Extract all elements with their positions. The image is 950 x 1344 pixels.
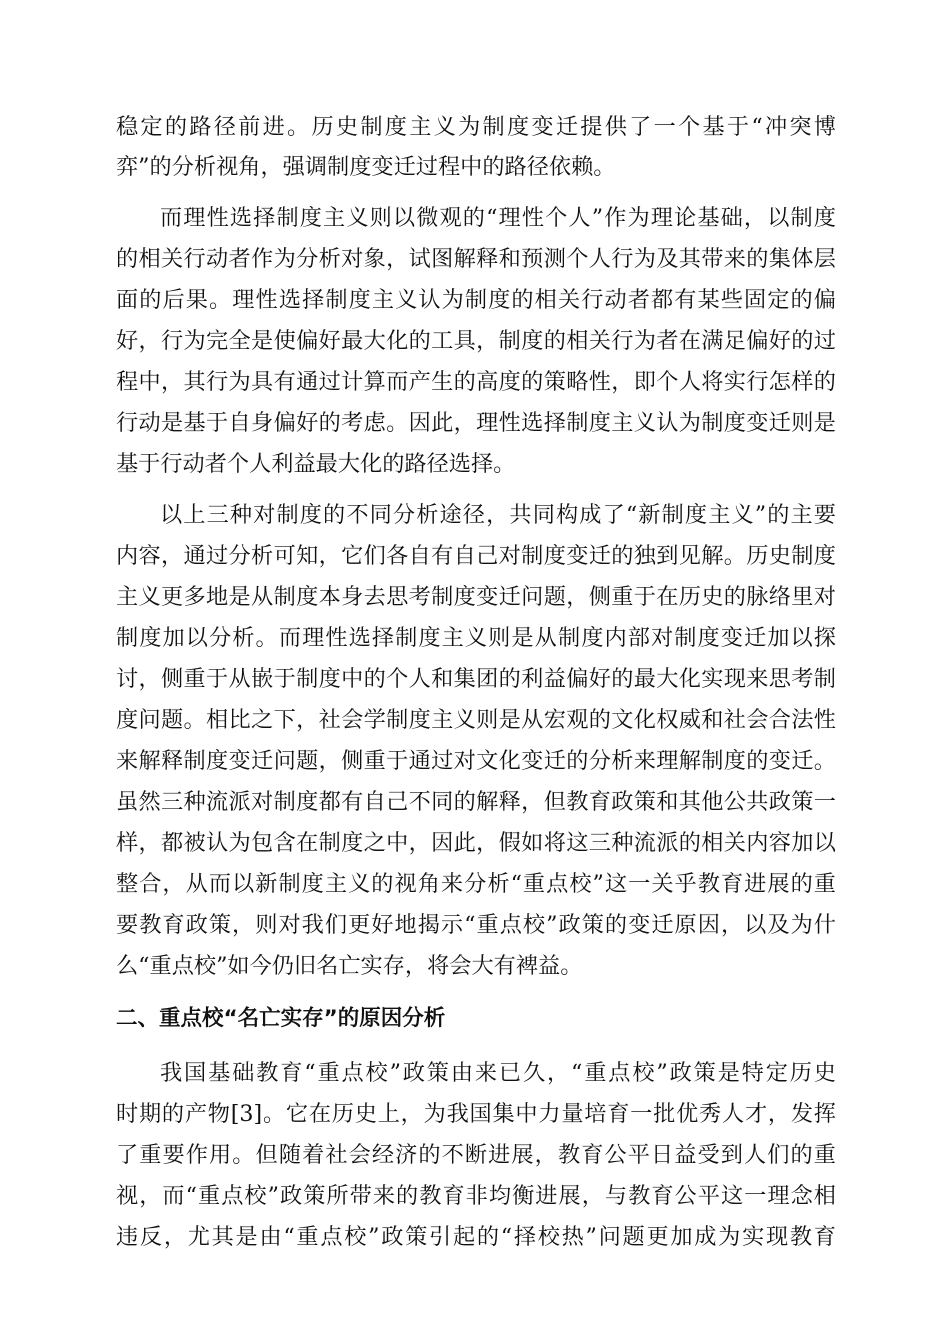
paragraph-3-line-4: 制度加以分析。而理性选择制度主义则是从制度内部对制度变迁加以探 — [116, 625, 836, 651]
paragraph-4-line-3: 了重要作用。但随着社会经济的不断进展，教育公平日益受到人们的重 — [116, 1142, 836, 1168]
paragraph-2-line-4: 好，行为完全是使偏好最大化的工具，制度的相关行为者在满足偏好的过 — [116, 328, 836, 354]
paragraph-3-line-1: 以上三种对制度的不同分析途径，共同构成了“新制度主义”的主要 — [160, 502, 836, 528]
paragraph-3-line-3: 主义更多地是从制度本身去思考制度变迁问题，侧重于在历史的脉络里对 — [116, 584, 836, 610]
paragraph-3-line-10: 整合，从而以新制度主义的视角来分析“重点校”这一关乎教育进展的重 — [116, 871, 836, 897]
paragraph-4-line-1: 我国基础教育“重点校”政策由来已久，“重点校”政策是特定历史 — [160, 1060, 836, 1086]
paragraph-2-line-1: 而理性选择制度主义则以微观的“理性个人”作为理论基础，以制度 — [160, 205, 836, 231]
paragraph-2-line-6: 行动是基于自身偏好的考虑。因此，理性选择制度主义认为制度变迁则是 — [116, 410, 836, 436]
paragraph-4-line-4: 视，而“重点校”政策所带来的教育非均衡进展，与教育公平这一理念相 — [116, 1183, 836, 1209]
paragraph-1-line-2: 弈”的分析视角，强调制度变迁过程中的路径依赖。 — [116, 154, 616, 180]
paragraph-3-line-9: 样，都被认为包含在制度之中，因此，假如将这三种流派的相关内容加以 — [116, 830, 836, 856]
paragraph-3-line-6: 度问题。相比之下，社会学制度主义则是从宏观的文化权威和社会合法性 — [116, 707, 836, 733]
paragraph-3-line-7: 来解释制度变迁问题，侧重于通过对文化变迁的分析来理解制度的变迁。 — [116, 748, 836, 774]
paragraph-2-line-3: 面的后果。理性选择制度主义认为制度的相关行动者都有某些固定的偏 — [116, 287, 836, 313]
paragraph-1-line-1: 稳定的路径前进。历史制度主义为制度变迁提供了一个基于“冲突博 — [116, 114, 836, 140]
paragraph-4-line-5: 违反，尤其是由“重点校”政策引起的“择校热”问题更加成为实现教育 — [116, 1224, 836, 1250]
paragraph-2-line-2: 的相关行动者作为分析对象，试图解释和预测个人行为及其带来的集体层 — [116, 246, 836, 272]
section-heading: 二、重点校“名亡实存”的原因分析 — [116, 1006, 446, 1031]
paragraph-3-line-8: 虽然三种流派对制度都有自己不同的解释，但教育政策和其他公共政策一 — [116, 789, 836, 815]
paragraph-3-line-11: 要教育政策，则对我们更好地揭示“重点校”政策的变迁原因，以及为什 — [116, 912, 836, 938]
paragraph-4-line-2: 时期的产物[3]。它在历史上，为我国集中力量培育一批优秀人才，发挥 — [116, 1101, 836, 1127]
paragraph-2-line-7: 基于行动者个人利益最大化的路径选择。 — [116, 451, 516, 477]
paragraph-3-line-5: 讨，侧重于从嵌于制度中的个人和集团的利益偏好的最大化实现来思考制 — [116, 666, 836, 692]
paragraph-3-line-2: 内容，通过分析可知，它们各自有自己对制度变迁的独到见解。历史制度 — [116, 543, 836, 569]
paragraph-3-line-12: 么“重点校”如今仍旧名亡实存，将会大有裨益。 — [116, 953, 583, 979]
paragraph-2-line-5: 程中，其行为具有通过计算而产生的高度的策略性，即个人将实行怎样的 — [116, 369, 836, 395]
